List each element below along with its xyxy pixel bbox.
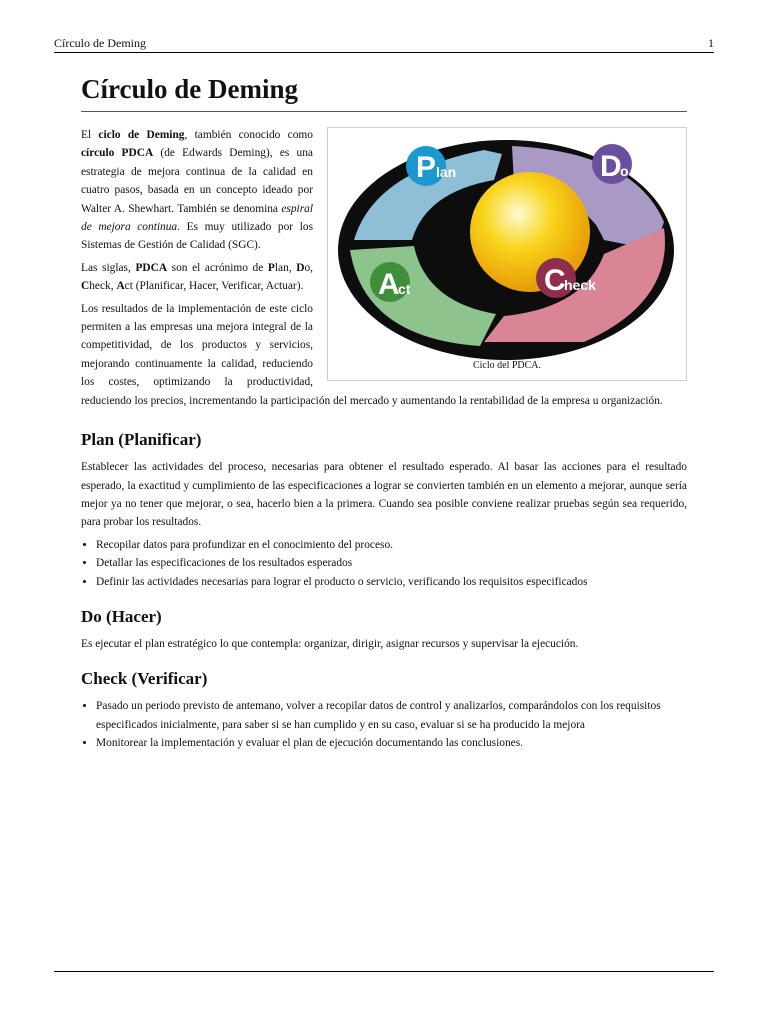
section-do bbox=[81, 605, 687, 653]
pdca-figure bbox=[327, 127, 687, 381]
plan-label-rest: lan bbox=[436, 164, 457, 180]
list-item: • Pasado un periodo previsto de antemano, volver a recopilar datos de control y analizarlos, comparándolos con los requisitos especificados inicialmente, para saber si se han cumplido y en su caso, evaluar si se ha producido la mejora bbox=[96, 697, 687, 734]
intro-paragraph-1: El ciclo de Deming, también conocido como círculo PDCA (de Edwards Deming), es una estrategia de mejora continua de la calidad en cuatro pasos, basada en un concepto ideado por Walter A. Shewhart. También se denomina espiral de mejora continua. Es muy utilizado por los Sistemas de Gestión de Calidad (SGC). bbox=[81, 129, 313, 252]
running-title: Círculo de Deming bbox=[54, 36, 146, 50]
list-item: • Definir las actividades necesarias para lograr el producto o servicio, verificando los requisitos especificados bbox=[96, 573, 687, 591]
act-label-initial: A bbox=[378, 268, 400, 301]
pdca-cycle-diagram bbox=[334, 132, 680, 360]
figure-caption: Ciclo del PDCA. bbox=[472, 360, 542, 371]
act-label-rest: ct bbox=[398, 281, 411, 297]
do-label-initial: D bbox=[600, 150, 622, 183]
footer-rule bbox=[54, 971, 714, 972]
section-heading: Plan (Planificar) bbox=[81, 430, 202, 450]
list-item: • Recopilar datos para profundizar en el conocimiento del proceso. bbox=[96, 536, 687, 554]
intro-paragraph-3: Los resultados de la implementación de este ciclo permiten a las empresas una mejora integral de la competitividad, de los productos y servicios, mejorando continuamente la calidad, reduciendo los costes, optimizando la productividad, reduciendo los precios, incrementando la participación del mercado y aumentando la rentabilidad de la empresa u organización. bbox=[81, 302, 663, 407]
check-label-initial: C bbox=[544, 264, 566, 297]
section-heading: Check (Verificar) bbox=[81, 669, 208, 689]
section-paragraph: Establecer las actividades del proceso, necesarias para obtener el resultado esperado. Al basar las acciones para el resultado esperado, la exactitud y cumplimiento de las especificaciones a lograr se convierten también en un elemento a mejorar, aunque sería mejor ya no tener que mejorar, o sea, hacerlo bien a la primera. Cuando sea posible conviene realizar pruebas según sea requerido, para probar los resultados. bbox=[81, 461, 687, 529]
plan-label-initial: P bbox=[416, 151, 437, 184]
section-plan bbox=[81, 428, 687, 591]
bullet-list bbox=[81, 536, 687, 591]
intro-paragraph-2: Las siglas, PDCA son el acrónimo de Plan, Do, Check, Act (Planificar, Hacer, Verificar, Actuar). bbox=[81, 261, 313, 293]
header-rule bbox=[54, 52, 714, 53]
do-label-rest: o bbox=[620, 163, 629, 179]
article-body bbox=[81, 70, 687, 757]
page-number: 1 bbox=[708, 36, 714, 50]
section-check bbox=[81, 667, 687, 752]
section-heading: Do (Hacer) bbox=[81, 606, 162, 626]
section-paragraph: Es ejecutar el plan estratégico lo que contempla: organizar, dirigir, asignar recursos y supervisar la ejecución. bbox=[81, 637, 579, 650]
page-title: Círculo de Deming bbox=[81, 70, 687, 112]
list-item: • Detallar las especificaciones de los resultados esperados bbox=[96, 554, 687, 572]
running-header bbox=[54, 36, 714, 52]
intro-section bbox=[81, 126, 687, 410]
check-label-rest: heck bbox=[564, 277, 596, 293]
bullet-list bbox=[81, 697, 687, 752]
list-item: • Monitorear la implementación y evaluar el plan de ejecución documentando las conclusiones. bbox=[96, 734, 687, 752]
